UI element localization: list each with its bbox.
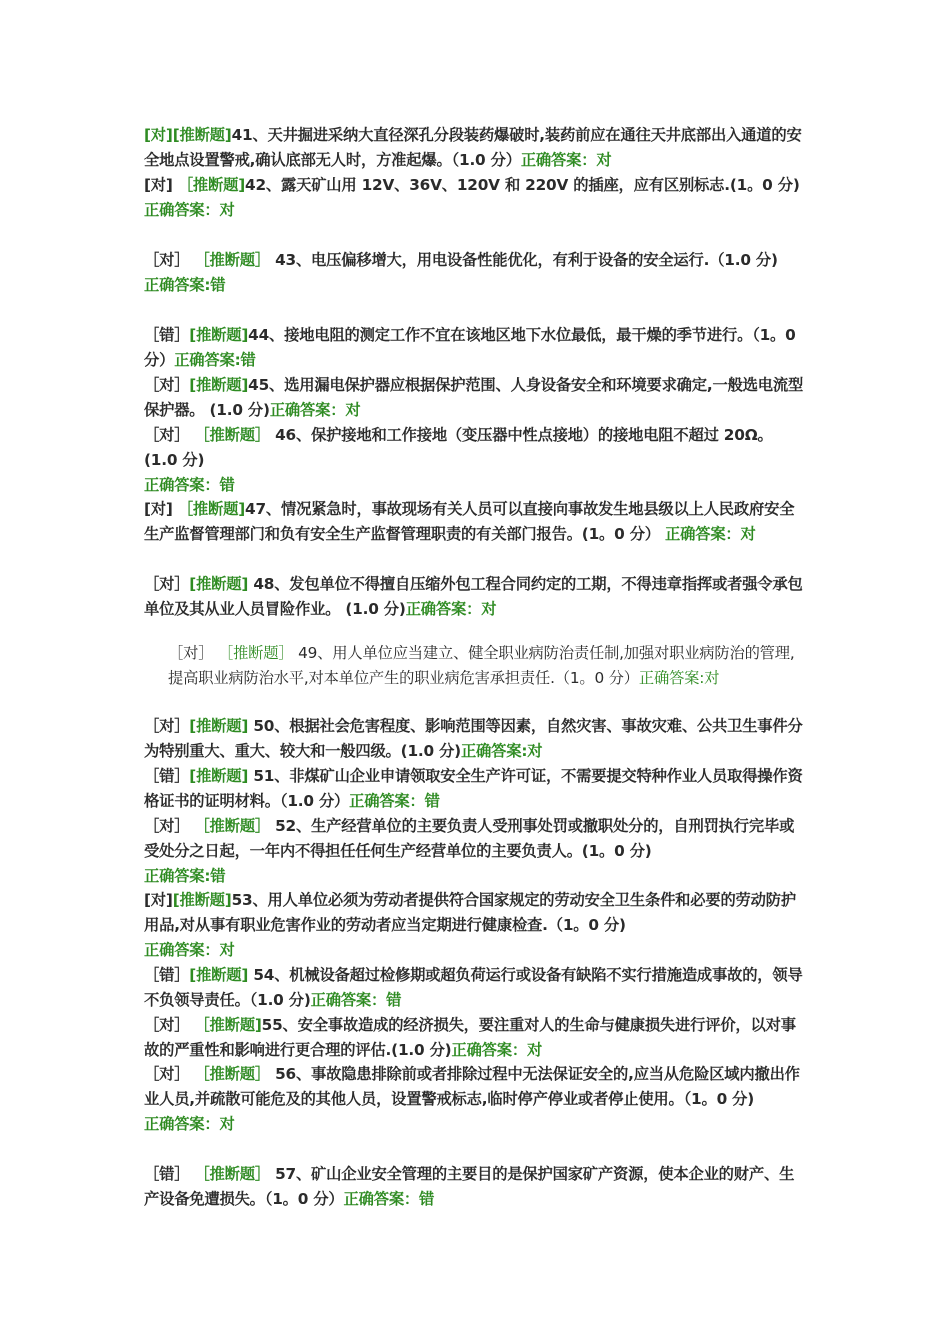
correct-answer: 正确答案：对	[144, 941, 235, 959]
question-53	[144, 888, 809, 963]
question-text: 57、矿山企业安全管理的主要目的是保护国家矿产资源，使本企业的财产、生产设备免遭损失。（1。0 分）	[144, 1165, 795, 1208]
question-text: 51、非煤矿山企业申请领取安全生产许可证，不需要提交特种作业人员取得操作资格证书的证明材料。（1.0 分）	[144, 767, 803, 810]
question-text: 42、露天矿山用 12V、36V、120V 和 220V 的插座，应有区别标志.(1。0 分)	[245, 176, 800, 194]
verdict-label: ［错］	[144, 767, 190, 785]
question-47	[144, 497, 809, 547]
verdict-label: ［对］	[144, 575, 190, 593]
verdict-label: ［错］	[144, 326, 190, 344]
question-45	[144, 373, 809, 423]
question-type-tag: [推断题]	[189, 717, 249, 735]
verdict-label: ［对］	[144, 426, 190, 444]
correct-answer: 正确答案：对	[520, 151, 612, 169]
question-text: 50、根据社会危害程度、影响范围等因素，自然灾害、事故灾难、公共卫生事件分为特别重大、重大、较大和一般四级。(1.0 分)	[144, 717, 803, 760]
question-type-tag: ［推断题]	[177, 500, 246, 518]
question-text: 41、天井掘进采纳大直径深孔分段装药爆破时,装药前应在通往天井底部出入通道的安全地点设置警戒,确认底部无人时，方准起爆。（1.0 分）	[144, 126, 802, 169]
question-text: 52、生产经营单位的主要负责人受刑事处罚或撤职处分的，自刑罚执行完毕或受处分之日起，一年内不得担任任何生产经营单位的主要负责人。(1。0 分)	[144, 817, 795, 860]
question-57	[144, 1162, 809, 1212]
correct-answer: 正确答案:对	[638, 669, 720, 687]
correct-answer: 正确答案：对	[269, 401, 361, 419]
correct-answer: 正确答案：错	[310, 991, 402, 1009]
verdict-label: ［对］	[168, 644, 214, 662]
verdict-label: [对]	[144, 500, 173, 518]
question-41	[144, 123, 809, 173]
question-type-tag: ［推断题］	[194, 1065, 270, 1083]
question-type-tag: ［推断题］	[194, 426, 270, 444]
question-text: 44、接地电阻的测定工作不宜在该地区地下水位最低，最干燥的季节进行。（1。0 分）	[144, 326, 796, 369]
correct-answer: 正确答案：错	[343, 1190, 435, 1208]
question-43	[144, 248, 809, 298]
question-46	[144, 423, 809, 498]
question-type-tag: [推断题]	[172, 126, 232, 144]
question-type-tag: [推断题]	[189, 575, 249, 593]
question-type-tag: [推断题]	[189, 376, 249, 394]
verdict-label: ［对］	[144, 251, 190, 269]
question-text: 53、用人单位必须为劳动者提供符合国家规定的劳动安全卫生条件和必要的劳动防护用品,对从事有职业危害作业的劳动者应当定期进行健康检查.（1。0 分)	[144, 891, 796, 934]
verdict-label: ［对］	[144, 1065, 190, 1083]
question-text: 54、机械设备超过检修期或超负荷运行或设备有缺陷不实行措施造成事故的，领导不负领导责任。（1.0 分)	[144, 966, 803, 1009]
correct-answer: 正确答案：对	[405, 600, 497, 618]
question-type-tag: ［推断题］	[194, 1165, 270, 1183]
verdict-label: ［错］	[144, 966, 190, 984]
verdict-label: [对]	[144, 176, 173, 194]
question-type-tag: ［推断题］	[217, 644, 294, 662]
correct-answer: 正确答案:错	[144, 276, 226, 294]
question-text: 55、安全事故造成的经济损失，要注重对人的生命与健康损失进行评价，以对事故的严重性和影响进行更合理的评估.(1.0 分)	[144, 1016, 796, 1059]
verdict-label: ［错］	[144, 1165, 190, 1183]
question-type-tag: ［推断题］	[194, 251, 270, 269]
question-56	[144, 1062, 809, 1137]
correct-answer: 正确答案:错	[174, 351, 256, 369]
question-42	[144, 173, 809, 223]
correct-answer: 正确答案：对	[665, 525, 756, 543]
question-text: 46、保护接地和工作接地（变压器中性点接地）的接地电阻不超过 20Ω。 (1.0 分)	[144, 426, 773, 469]
verdict-label: ［对］	[144, 376, 190, 394]
correct-answer: 正确答案:对	[460, 742, 543, 760]
verdict-label: [对]	[144, 891, 173, 909]
correct-answer: 正确答案：错	[144, 476, 235, 494]
question-text: 49、用人单位应当建立、健全职业病防治责任制,加强对职业病防治的管理,提高职业病防治水平,对本单位产生的职业病危害承担责任.（1。0 分）	[168, 644, 795, 687]
question-52	[144, 814, 809, 889]
question-50	[144, 714, 809, 764]
question-type-tag: [推断题]	[189, 966, 249, 984]
question-text: 43、电压偏移增大，用电设备性能优化，有利于设备的安全运行.（1.0 分)	[275, 251, 778, 269]
question-54	[144, 963, 809, 1013]
question-text: 47、情况紧急时，事故现场有关人员可以直接向事故发生地县级以上人民政府安全生产监督管理部门和负有安全生产监督管理职责的有关部门报告。(1。0 分）	[144, 500, 795, 543]
correct-answer: 正确答案:错	[144, 867, 226, 885]
question-type-tag: ［推断题]	[177, 176, 246, 194]
question-text: 48、发包单位不得擅自压缩外包工程合同约定的工期，不得违章指挥或者强令承包单位及其从业人员冒险作业。 (1.0 分)	[144, 575, 803, 618]
question-text: 45、选用漏电保护器应根据保护范围、人身设备安全和环境要求确定,一般选电流型保护器。 (1.0 分)	[144, 376, 804, 419]
question-44	[144, 323, 809, 373]
verdict-label: ［对］	[144, 817, 190, 835]
question-49	[168, 641, 808, 691]
question-type-tag: ［推断题］	[194, 817, 270, 835]
question-text: 56、事故隐患排除前或者排除过程中无法保证安全的,应当从危险区域内撤出作业人员,并疏散可能危及的其他人员，设置警戒标志,临时停产停业或者停止使用。（1。0 分)	[144, 1065, 800, 1108]
correct-answer: 正确答案：对	[144, 1115, 235, 1133]
correct-answer: 正确答案：对	[144, 201, 235, 219]
correct-answer: 正确答案：对	[451, 1041, 543, 1059]
question-type-tag: ［推断题]	[194, 1016, 262, 1034]
question-type-tag: [推断题]	[189, 326, 249, 344]
verdict-label: [对]	[144, 126, 173, 144]
question-type-tag: [推断题]	[189, 767, 249, 785]
verdict-label: ［对］	[144, 717, 190, 735]
verdict-label: ［对］	[144, 1016, 190, 1034]
question-55	[144, 1013, 809, 1063]
correct-answer: 正确答案：错	[349, 792, 440, 810]
question-51	[144, 764, 809, 814]
question-type-tag: [推断题]	[172, 891, 232, 909]
question-48	[144, 572, 809, 622]
